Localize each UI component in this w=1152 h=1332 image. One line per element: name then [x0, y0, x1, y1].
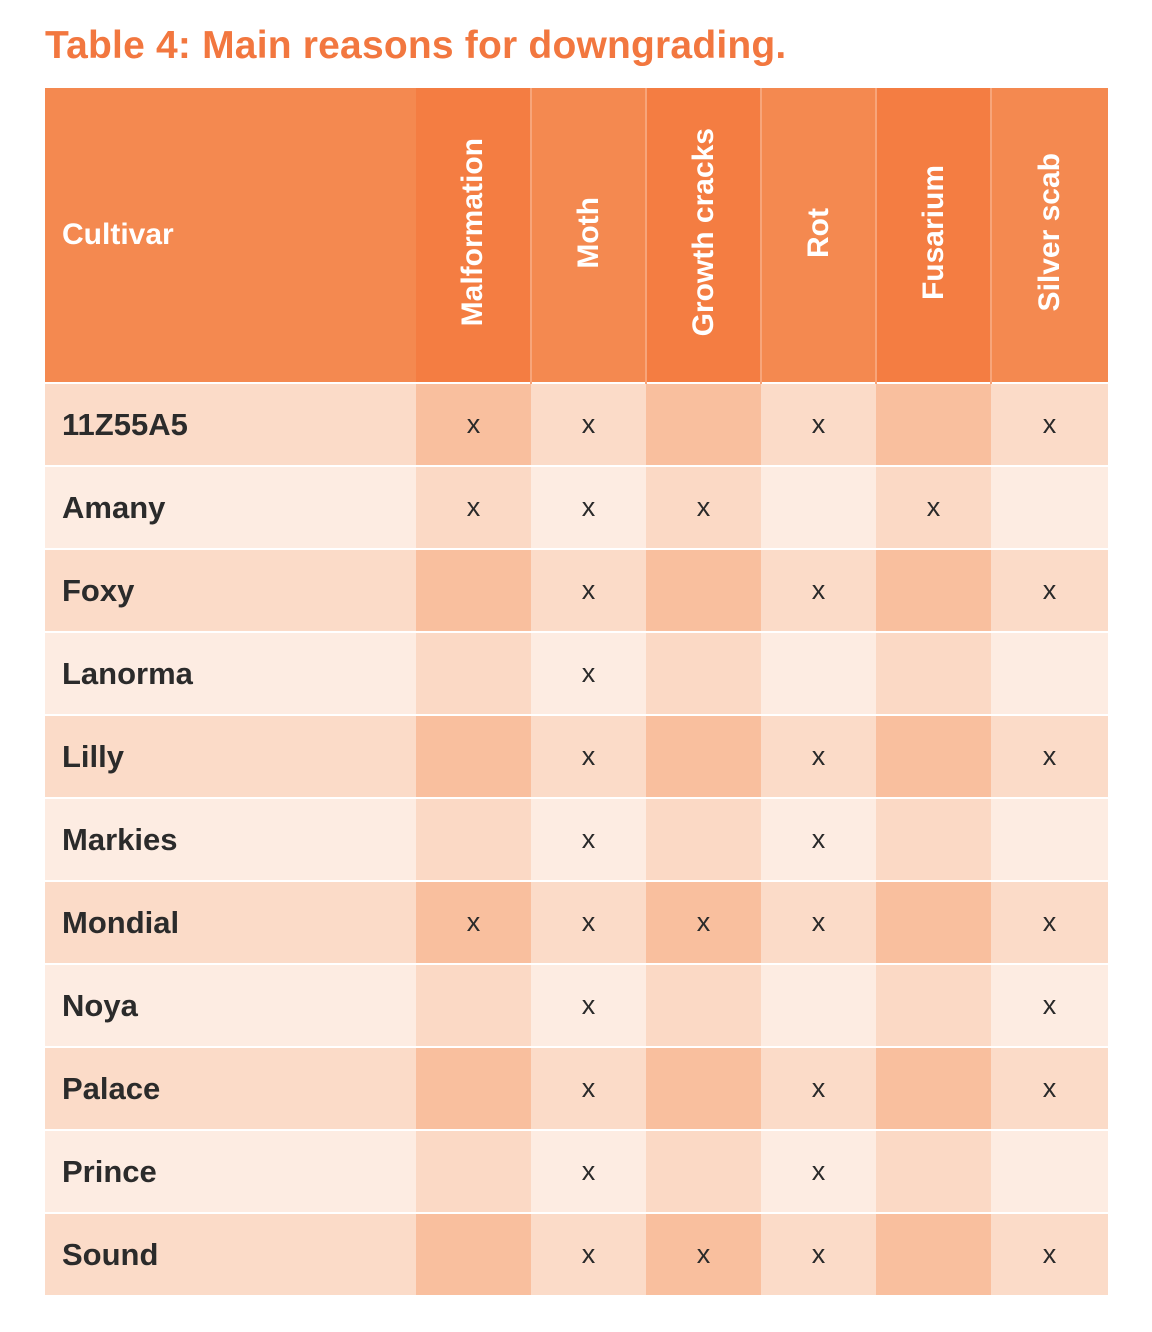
- column-header-cultivar: Cultivar: [45, 88, 416, 383]
- table-row: [45, 798, 1108, 881]
- cultivar-cell: Palace: [45, 1047, 416, 1130]
- reason-mark-cell: x: [531, 881, 646, 964]
- reason-mark-cell: [646, 632, 761, 715]
- reason-mark-cell: [876, 715, 991, 798]
- reason-mark-cell: [646, 383, 761, 466]
- reason-mark-cell: x: [991, 549, 1108, 632]
- reason-mark-cell: [646, 1130, 761, 1213]
- reason-mark-cell: [991, 466, 1108, 549]
- reason-mark-cell: x: [991, 383, 1108, 466]
- cultivar-cell: Amany: [45, 466, 416, 549]
- column-header-malformation: [416, 88, 531, 383]
- column-header-label: Fusarium: [916, 164, 950, 301]
- reason-mark-cell: x: [531, 1130, 646, 1213]
- reason-mark-cell: x: [991, 964, 1108, 1047]
- table-row: [45, 964, 1108, 1047]
- reason-mark-cell: x: [646, 881, 761, 964]
- reason-mark-cell: x: [646, 1213, 761, 1295]
- reason-mark-cell: [416, 1047, 531, 1130]
- reason-mark-cell: [876, 881, 991, 964]
- reason-mark-cell: [876, 1130, 991, 1213]
- reason-mark-cell: x: [531, 1213, 646, 1295]
- table-title: Table 4: Main reasons for downgrading.: [45, 24, 787, 67]
- column-header-growth-cracks: [646, 88, 761, 383]
- reason-mark-cell: x: [531, 632, 646, 715]
- column-header-silver-scab: [991, 88, 1108, 383]
- reason-mark-cell: [416, 1130, 531, 1213]
- cultivar-cell: Mondial: [45, 881, 416, 964]
- downgrading-reasons-table: [45, 88, 1108, 1295]
- column-header-label: Rot: [801, 207, 835, 258]
- reason-mark-cell: [876, 632, 991, 715]
- table-row: [45, 632, 1108, 715]
- reason-mark-cell: x: [761, 1213, 876, 1295]
- reason-mark-cell: [991, 632, 1108, 715]
- column-header-fusarium: [876, 88, 991, 383]
- reason-mark-cell: [416, 964, 531, 1047]
- reason-mark-cell: [646, 549, 761, 632]
- reason-mark-cell: x: [991, 1047, 1108, 1130]
- reason-mark-cell: [646, 798, 761, 881]
- cultivar-cell: Sound: [45, 1213, 416, 1295]
- column-header-moth: [531, 88, 646, 383]
- table-row: [45, 881, 1108, 964]
- cultivar-cell: Lilly: [45, 715, 416, 798]
- column-header-label: Silver scab: [1033, 153, 1066, 312]
- cultivar-cell: Noya: [45, 964, 416, 1047]
- cultivar-cell: Foxy: [45, 549, 416, 632]
- column-header-label: Moth: [571, 196, 605, 269]
- reason-mark-cell: [416, 549, 531, 632]
- reason-mark-cell: [876, 798, 991, 881]
- reason-mark-cell: x: [531, 549, 646, 632]
- reason-mark-cell: x: [531, 715, 646, 798]
- reason-mark-cell: [876, 549, 991, 632]
- table-row: [45, 466, 1108, 549]
- reason-mark-cell: [876, 1047, 991, 1130]
- table-body: [45, 383, 1108, 1295]
- table-row: [45, 1213, 1108, 1295]
- cultivar-cell: 11Z55A5: [45, 383, 416, 466]
- reason-mark-cell: [761, 466, 876, 549]
- reason-mark-cell: x: [761, 798, 876, 881]
- table-row: [45, 715, 1108, 798]
- header-row: [45, 88, 1108, 383]
- reason-mark-cell: [991, 1130, 1108, 1213]
- reason-mark-cell: x: [761, 881, 876, 964]
- reason-mark-cell: [646, 1047, 761, 1130]
- reason-mark-cell: [416, 1213, 531, 1295]
- reason-mark-cell: [876, 1213, 991, 1295]
- reason-mark-cell: x: [876, 466, 991, 549]
- reason-mark-cell: x: [761, 1047, 876, 1130]
- reason-mark-cell: x: [416, 881, 531, 964]
- table-row: [45, 1130, 1108, 1213]
- reason-mark-cell: [991, 798, 1108, 881]
- reason-mark-cell: [416, 632, 531, 715]
- reason-mark-cell: x: [531, 964, 646, 1047]
- reason-mark-cell: [646, 964, 761, 1047]
- reason-mark-cell: x: [761, 383, 876, 466]
- reason-mark-cell: [761, 964, 876, 1047]
- cultivar-cell: Markies: [45, 798, 416, 881]
- column-header-rot: [761, 88, 876, 383]
- column-header-label: Malformation: [456, 138, 489, 327]
- reason-mark-cell: x: [991, 1213, 1108, 1295]
- reason-mark-cell: x: [761, 1130, 876, 1213]
- reason-mark-cell: [761, 632, 876, 715]
- reason-mark-cell: [416, 715, 531, 798]
- reason-mark-cell: x: [416, 466, 531, 549]
- reason-mark-cell: [416, 798, 531, 881]
- reason-mark-cell: x: [646, 466, 761, 549]
- reason-mark-cell: x: [416, 383, 531, 466]
- reason-mark-cell: [876, 964, 991, 1047]
- table-row: [45, 1047, 1108, 1130]
- reason-mark-cell: x: [991, 881, 1108, 964]
- reason-mark-cell: x: [531, 798, 646, 881]
- reason-mark-cell: [646, 715, 761, 798]
- reason-mark-cell: x: [761, 549, 876, 632]
- reason-mark-cell: x: [531, 466, 646, 549]
- reason-mark-cell: x: [991, 715, 1108, 798]
- table-row: [45, 549, 1108, 632]
- reason-mark-cell: x: [761, 715, 876, 798]
- cultivar-cell: Lanorma: [45, 632, 416, 715]
- reason-mark-cell: x: [531, 383, 646, 466]
- reason-mark-cell: x: [531, 1047, 646, 1130]
- column-header-label: Growth cracks: [686, 128, 720, 337]
- reason-mark-cell: [876, 383, 991, 466]
- table-row: [45, 383, 1108, 466]
- cultivar-cell: Prince: [45, 1130, 416, 1213]
